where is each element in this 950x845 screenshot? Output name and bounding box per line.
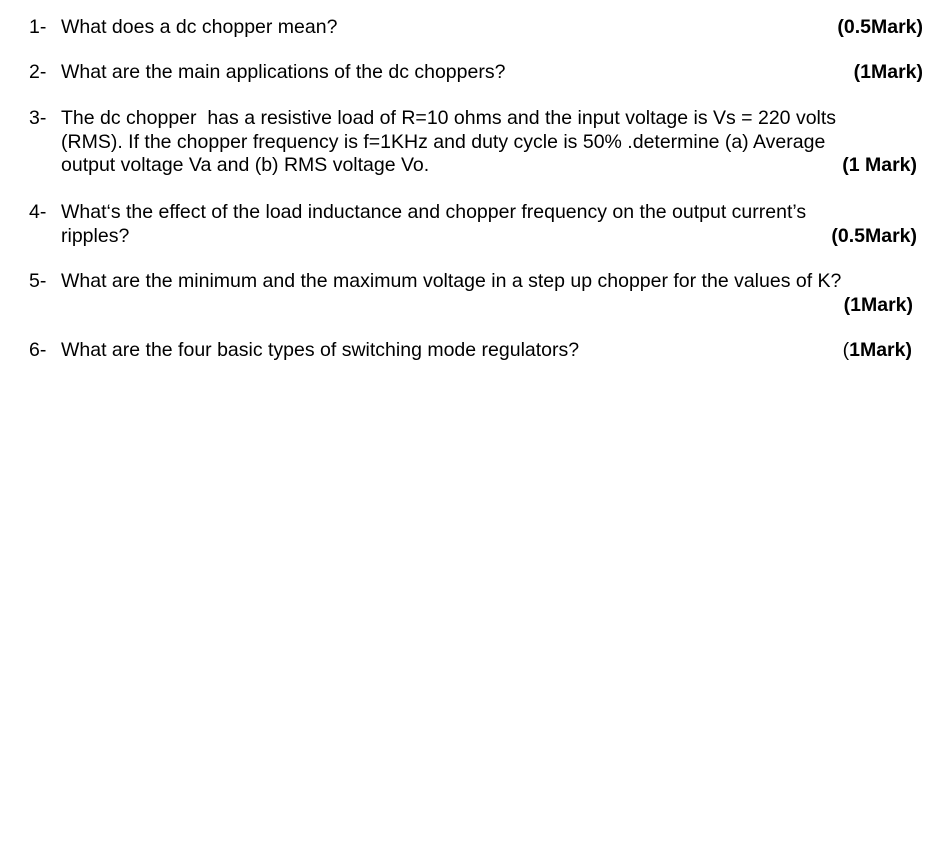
question-text-line-3: output voltage Va and (b) RMS voltage Vo. bbox=[61, 154, 430, 176]
question-text: What are the four basic types of switching mode regulators? bbox=[61, 339, 580, 361]
question-text-line-1: The dc chopper has a resistive load of R=10 ohms and the input voltage is Vs = 220 volts bbox=[61, 107, 837, 129]
question-text-line-2: (RMS). If the chopper frequency is f=1KHz and duty cycle is 50% .determine (a) Average bbox=[61, 131, 826, 153]
question-mark: (1Mark) bbox=[853, 61, 923, 83]
question-mark: (0.5Mark) bbox=[831, 225, 917, 247]
question-6 bbox=[0, 339, 950, 363]
question-number: 4- bbox=[29, 201, 47, 223]
question-text: What are the main applications of the dc choppers? bbox=[61, 61, 506, 83]
question-2 bbox=[0, 61, 950, 85]
question-5 bbox=[0, 270, 950, 318]
question-4 bbox=[0, 201, 950, 249]
question-text: What does a dc chopper mean? bbox=[61, 16, 338, 38]
question-1 bbox=[0, 16, 950, 40]
question-mark: (0.5Mark) bbox=[837, 16, 923, 38]
question-mark: (1Mark) bbox=[843, 294, 913, 316]
question-3 bbox=[0, 107, 950, 179]
question-mark-open-paren: ( bbox=[842, 339, 850, 361]
question-text-line-2: ripples? bbox=[61, 225, 130, 247]
question-text-line-1: What‘s the effect of the load inductance and chopper frequency on the output current’s bbox=[61, 201, 807, 223]
question-mark bbox=[843, 339, 912, 362]
question-text: What are the minimum and the maximum voltage in a step up chopper for the values of K? bbox=[61, 270, 842, 292]
question-mark: (1 Mark) bbox=[842, 154, 917, 176]
question-number: 1- bbox=[29, 16, 47, 38]
question-number: 6- bbox=[29, 339, 47, 361]
question-number: 3- bbox=[29, 107, 47, 129]
question-number: 5- bbox=[29, 270, 47, 292]
question-mark-value: 1Mark) bbox=[849, 339, 912, 361]
question-number: 2- bbox=[29, 61, 47, 83]
